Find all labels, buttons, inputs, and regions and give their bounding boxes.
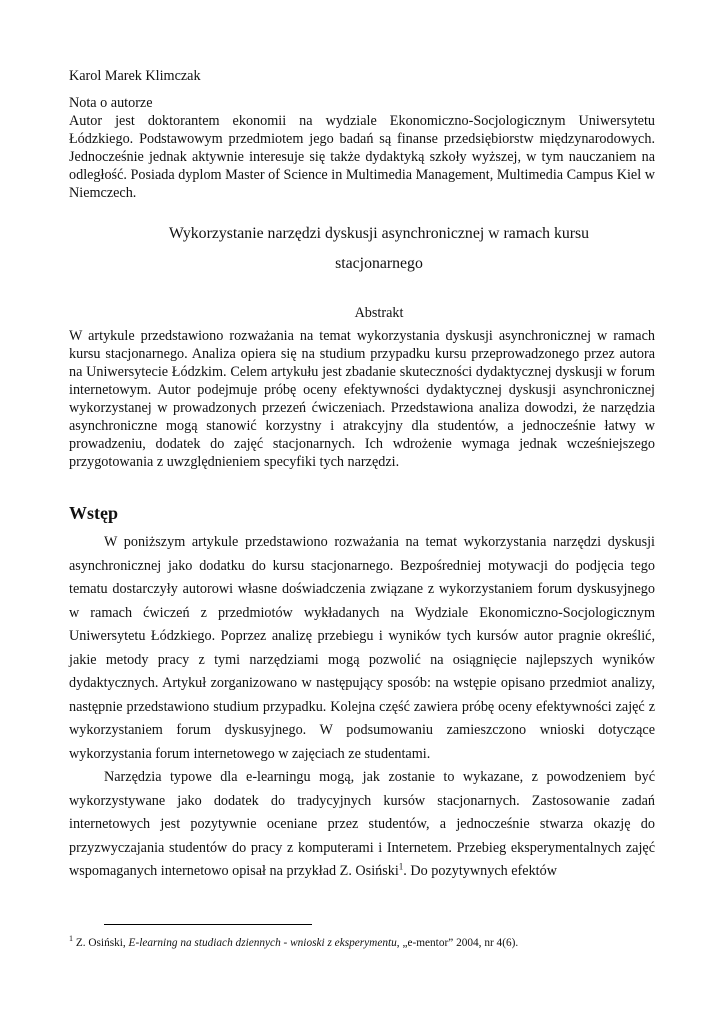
abstract-body: W artykule przedstawiono rozważania na temat wykorzystania dyskusji asynchronicznej w ramach kursu stacjonarnego. Analiza opiera się na studium przypadku kursu przeprowadzonego przez autora na Uniwersytecie Łódzkim. Celem artykułu jest zbadanie skuteczności dydaktycznej dyskusji w forum internetowym. Autor podejmuje próbę oceny efektywności dydaktycznej dyskusji asynchronicznej wykorzystanej w prowadzonych przezeń ćwiczeniach. Przedstawiona analiza dowodzi, że narzędzia asynchroniczne mogą stanowić korzystny i atrakcyjny dla studentów, a jednocześnie łatwy w prowadzeniu, dodatek do zajęć stacjonarnych. Ich wdrożenie wymaga jednak wcześniejszego przygotowania z uwzględnieniem specyfiki tych narzędzi.	[69, 328, 655, 470]
intro-paragraph-2-text: Narzędzia typowe dla e-learningu mogą, jak zostanie to wykazane, z powodzeniem być wykorzystywane jako dodatek do tradycyjnych kursów stacjonarnych. Zastosowanie zadań internetowych jest pozytywnie oceniane przez studentów, a jednocześnie stwarza okazję do przyzwyczajania studentów do pracy z komputerami i Internetem. Przebieg eksperymentalnych zajęć wspomaganych internetowo opisał na przykład Z. Osiński	[69, 769, 655, 879]
intro-paragraph-2	[69, 766, 655, 884]
author-note-body: Autor jest doktorantem ekonomii na wydziale Ekonomiczno-Socjologicznym Uniwersytetu Łódzkiego. Podstawowym przedmiotem jego badań są finanse przedsiębiorstw międzynarodowych. Jednocześnie jednak aktywnie interesuje się także dydaktyką szkoły wyższej, w tym nauczaniem na odległość. Posiada dyplom Master of Science in Multimedia Management, Multimedia Campus Kiel w Niemczech.	[69, 113, 655, 201]
footnote-number: 1	[69, 934, 73, 944]
author-name: Karol Marek Klimczak	[69, 68, 201, 84]
footnote-source: , „e-mentor” 2004, nr 4(6).	[396, 937, 519, 949]
footnote-title: E-learning na studiach dziennych - wnioski z eksperymentu	[128, 937, 397, 949]
article-title-line-2: stacjonarnego	[335, 255, 423, 272]
intro-paragraph-2-continuation: . Do pozytywnych efektów	[403, 863, 557, 879]
article-title	[69, 219, 689, 279]
footnote-reference-1[interactable]: 1	[398, 861, 404, 872]
abstract-heading: Abstrakt	[354, 305, 404, 321]
intro-paragraph-1: W poniższym artykule przedstawiono rozważania na temat wykorzystania narzędzi dyskusji asynchronicznej jako dodatku do kursu stacjonarnego. Bezpośredniej motywacji do podjęcia tego tematu dostarczyły autorowi własne doświadczenia związane z wykorzystaniem forum dyskusyjnego w ramach ćwiczeń z przedmiotów wykładanych na Wydziale Ekonomiczno-Socjologicznym Uniwersytetu Łódzkiego. Poprzez analizę przebiegu i wyników tych kursów autor pragnie określić, jakie metody pracy z tymi narzędziami mogą pozwolić na osiągnięcie najlepszych wyników dydaktycznych. Artykuł zorganizowano w następujący sposób: na wstępie opisano przedmiot analizy, następnie przedstawiono studium przypadku. Kolejna część zawiera próbę oceny efektywności zajęć z wykorzystaniem forum dyskusyjnego. W podsumowaniu zamieszczono wnioski dotyczące wykorzystania forum internetowego w zajęciach ze studentami.	[69, 534, 655, 762]
footnote-author: Z. Osiński,	[73, 937, 129, 949]
author-note-heading: Nota o autorze	[69, 95, 153, 111]
footnote-1	[69, 936, 518, 951]
introduction-text	[69, 531, 655, 884]
article-title-line-1: Wykorzystanie narzędzi dyskusji asynchronicznej w ramach kursu	[168, 225, 590, 242]
footnote-separator	[104, 924, 312, 925]
section-heading-introduction: Wstęp	[69, 502, 118, 523]
